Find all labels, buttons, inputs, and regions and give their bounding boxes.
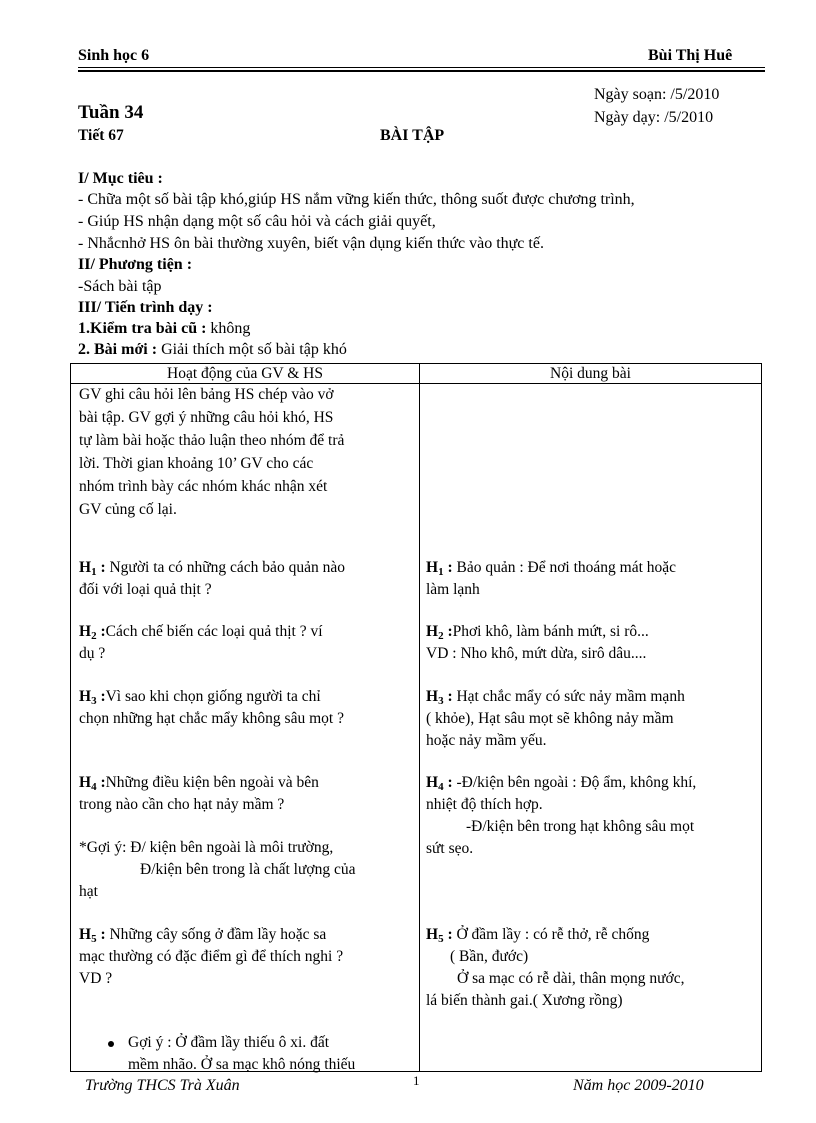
col-header-activities: Hoạt động của GV & HS xyxy=(71,364,420,384)
new-lesson xyxy=(78,341,347,359)
question-3: $H_3$ :Vì sao khi chọn giống người ta chỉ xyxy=(79,688,321,707)
question-1: $H_1$ : Người ta có những cách bảo quản nào xyxy=(79,559,345,578)
answer-4-cont: nhiệt độ thích hợp. xyxy=(426,796,543,813)
week-label: Tuần 34 xyxy=(78,102,144,123)
objectives-heading: I/ Mục tiêu : xyxy=(78,170,163,187)
footer-year: Năm học 2009-2010 xyxy=(573,1077,704,1094)
answer-5-cont: ( Bần, đước) xyxy=(450,948,529,965)
footer-school: Trường THCS Trà Xuân xyxy=(85,1077,240,1094)
bullet-icon xyxy=(108,1041,114,1047)
answer-3-cont: ( khỏe), Hạt sâu mọt sẽ không nảy mầm xyxy=(426,710,674,727)
page-title: BÀI TẬP xyxy=(380,127,445,144)
answer-4: $H_4$ : -Đ/kiện bên ngoài : Độ ẩm, không khí, xyxy=(426,774,697,793)
means-item: -Sách bài tập xyxy=(78,278,162,295)
answer-3: $H_3$ : Hạt chắc mẩy có sức nảy mầm mạnh xyxy=(426,688,685,707)
answer-3-cont: hoặc nảy mầm yếu. xyxy=(426,732,547,749)
answer-5-cont: Ở sa mạc có rễ dài, thân mọng nước, xyxy=(457,970,685,987)
lesson-table xyxy=(70,363,762,1072)
answer-4-cont: sứt sẹo. xyxy=(426,840,474,857)
answer-5: $H_5$ : Ở đầm lầy : có rễ thở, rễ chống xyxy=(426,926,650,945)
question-2-cont: dụ ? xyxy=(79,645,106,662)
intro-line: bài tập. GV gợi ý những câu hỏi khó, HS xyxy=(79,409,334,426)
intro-line: GV củng cố lại. xyxy=(79,501,177,518)
right-column xyxy=(420,384,761,1071)
answer-5-cont: lá biến thành gai.( Xương rồng) xyxy=(426,992,623,1009)
old-check-label: 1.Kiểm tra bài cũ : xyxy=(78,320,207,337)
question-5: $H_5$ : Những cây sống ở đầm lầy hoặc sa xyxy=(79,926,327,945)
objective-item: - Nhắcnhở HS ôn bài thường xuyên, biết vận dụng kiến thức vào thực tế. xyxy=(78,235,544,252)
footer-rule xyxy=(70,1071,762,1072)
objective-item: - Chữa một số bài tập khó,giúp HS nắm vững kiến thức, thông suốt được chương trình, xyxy=(78,191,635,208)
intro-line: GV ghi câu hỏi lên bảng HS chép vào vở xyxy=(79,386,334,403)
question-4: $H_4$ :Những điều kiện bên ngoài và bên xyxy=(79,774,319,793)
answer-2: $H_2$ :Phơi khô, làm bánh mứt, si rô... xyxy=(426,623,649,642)
old-check xyxy=(78,320,250,338)
process-heading: III/ Tiến trình dạy : xyxy=(78,299,213,316)
new-lesson-label: 2. Bài mới : xyxy=(78,341,158,358)
page-number: 1 xyxy=(413,1073,420,1088)
new-lesson-value: Giải thích một số bài tập khó xyxy=(157,341,347,358)
intro-line: nhóm trình bày các nhóm khác nhận xét xyxy=(79,478,328,495)
teach-date: Ngày dạy: /5/2010 xyxy=(594,109,714,126)
hint-4: *Gợi ý: Đ/ kiện bên ngoài là môi trường, xyxy=(79,839,334,856)
col-header-content: Nội dung bài xyxy=(420,364,762,384)
answer-2-cont: VD : Nho khô, mứt dừa, sirô dâu.... xyxy=(426,645,647,662)
hint-4-cont: hạt xyxy=(79,883,98,900)
question-2: $H_2$ :Cách chế biến các loại quả thịt ? ví xyxy=(79,623,323,642)
header-subject: Sinh học 6 xyxy=(78,47,150,64)
answer-1: $H_1$ : Bảo quản : Để nơi thoáng mát hoặc xyxy=(426,559,677,578)
header-teacher: Bùi Thị Huê xyxy=(648,47,733,64)
answer-4-cont: -Đ/kiện bên trong hạt không sâu mọt xyxy=(466,818,695,835)
hint-5-cont: mềm nhão. Ở sa mạc khô nóng thiếu xyxy=(128,1056,356,1073)
question-3-cont: chọn những hạt chắc mẩy không sâu mọt ? xyxy=(79,710,344,727)
question-1-cont: đối với loại quả thịt ? xyxy=(79,581,212,598)
objective-item: - Giúp HS nhận dạng một số câu hỏi và cách giải quyết, xyxy=(78,213,436,230)
intro-line: tự làm bài hoặc thảo luận theo nhóm để trả xyxy=(79,432,345,449)
question-4-cont: trong nào cần cho hạt nảy mầm ? xyxy=(79,796,285,813)
means-heading: II/ Phương tiện : xyxy=(78,256,193,273)
old-check-value: không xyxy=(206,320,251,337)
answer-1-cont: làm lạnh xyxy=(426,581,480,598)
question-5-cont: mạc thường có đặc điểm gì để thích nghi ? xyxy=(79,948,344,965)
left-column xyxy=(71,384,419,1071)
prep-date: Ngày soạn: /5/2010 xyxy=(594,86,720,103)
question-5-cont: VD ? xyxy=(79,970,113,987)
lesson-label: Tiết 67 xyxy=(78,127,124,144)
intro-line: lời. Thời gian khoảng 10’ GV cho các xyxy=(79,455,314,472)
header-rule xyxy=(78,67,765,68)
header-rule-thick xyxy=(78,70,765,72)
hint-5: Gợi ý : Ở đầm lầy thiếu ô xi. đất xyxy=(128,1034,330,1051)
hint-4-cont: Đ/kiện bên trong là chất lượng của xyxy=(140,861,356,878)
